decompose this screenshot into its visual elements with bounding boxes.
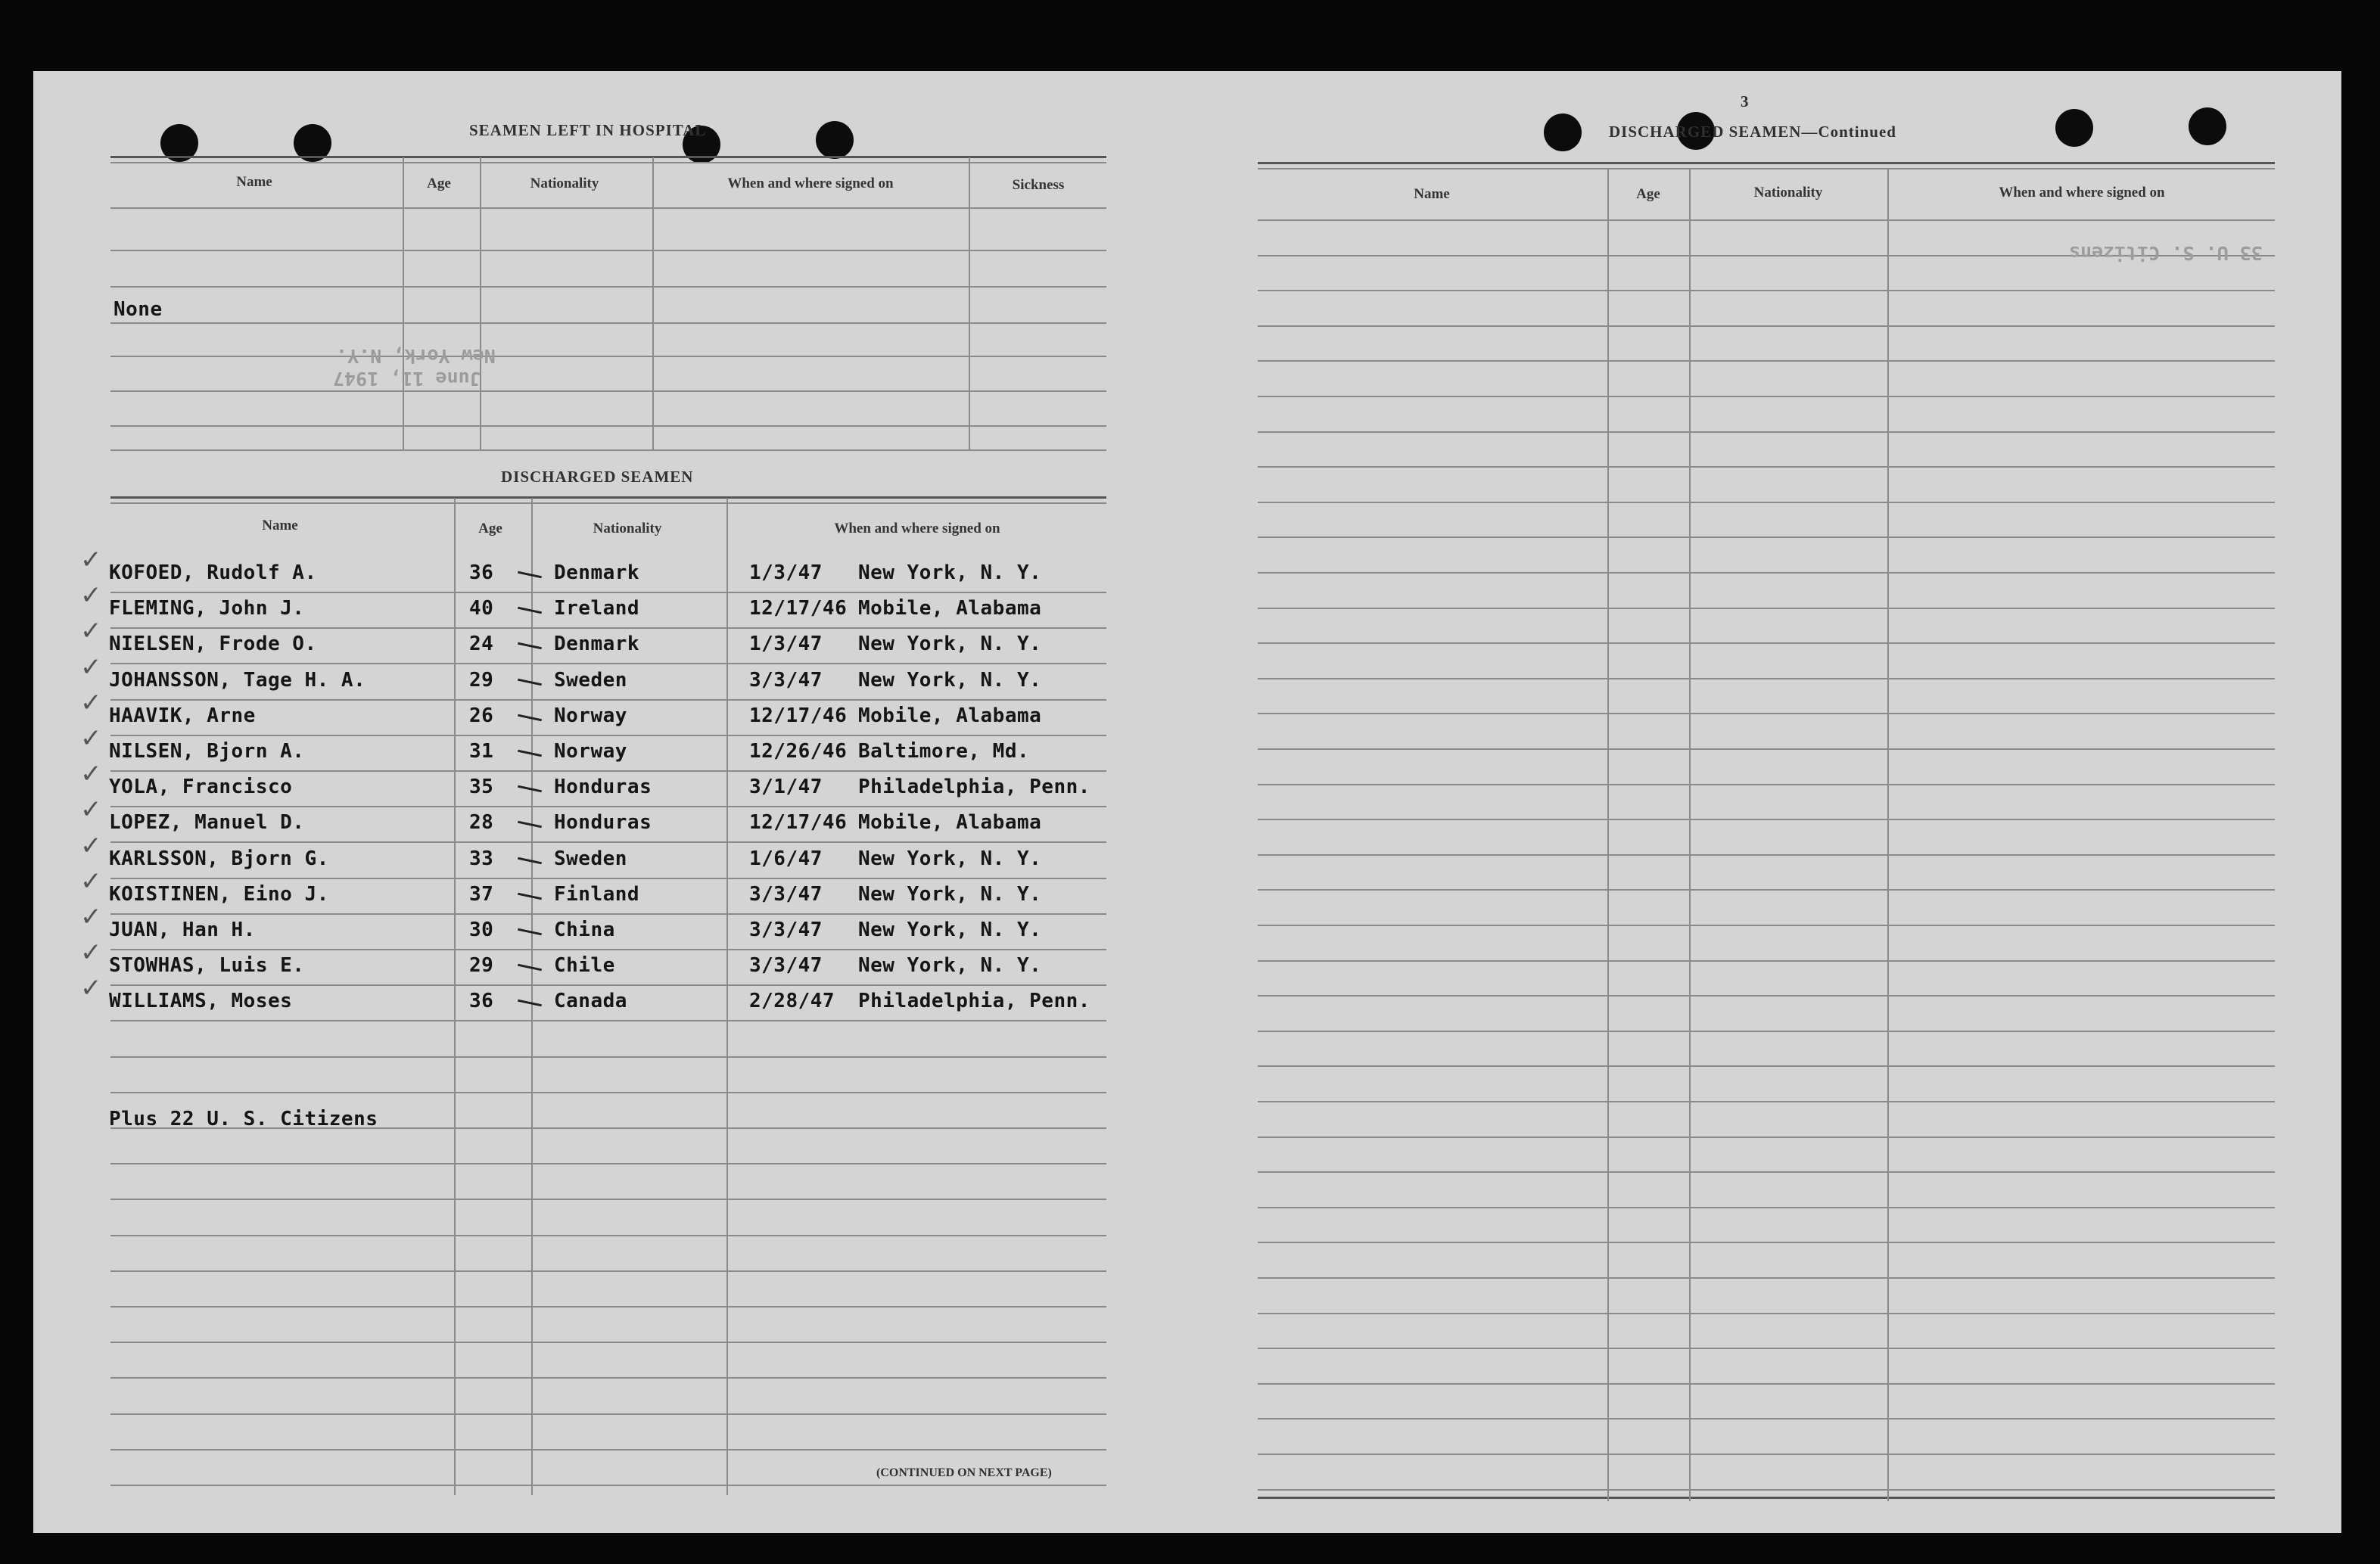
column-header-name: Name: [236, 174, 272, 190]
punch-hole: [2189, 107, 2226, 145]
rule: [110, 496, 1106, 499]
seaman-name: YOLA, Francisco: [109, 776, 293, 798]
checkmark-icon: ✓: [80, 759, 102, 789]
tick-mark: [518, 821, 542, 829]
checkmark-icon: ✓: [80, 580, 102, 611]
rule: [1258, 1242, 2275, 1243]
rule: [1258, 396, 2275, 397]
signed-on-place: New York, N. Y.: [858, 883, 1042, 906]
seaman-name: LOPEZ, Manuel D.: [109, 811, 305, 834]
signed-on-place: Philadelphia, Penn.: [858, 990, 1090, 1012]
rule: [110, 1199, 1106, 1200]
checkmark-icon: ✓: [80, 902, 102, 932]
rule: [1258, 360, 2275, 362]
column-header-nationality: Nationality: [1753, 185, 1823, 201]
rule: [1258, 1497, 2275, 1499]
signed-on-place: Mobile, Alabama: [858, 811, 1042, 834]
rule: [1258, 713, 2275, 714]
seaman-age: 30: [469, 919, 494, 941]
signed-on-date: 12/17/46: [749, 704, 848, 727]
seaman-age: 26: [469, 704, 494, 727]
seaman-age: 24: [469, 633, 494, 655]
tick-mark: [518, 607, 542, 614]
rule: [1258, 1313, 2275, 1314]
tick-mark: [518, 679, 542, 686]
rule: [1258, 572, 2275, 574]
seaman-name: JOHANSSON, Tage H. A.: [109, 669, 366, 692]
column-divider: [1607, 169, 1609, 1501]
rule: [1258, 1207, 2275, 1208]
signed-on-date: 3/3/47: [749, 883, 823, 906]
checkmark-icon: ✓: [80, 688, 102, 718]
seaman-name: HAAVIK, Arne: [109, 704, 256, 727]
signed-on-date: 3/3/47: [749, 919, 823, 941]
rule: [110, 841, 1106, 843]
checkmark-icon: ✓: [80, 723, 102, 754]
rule: [1258, 466, 2275, 468]
seaman-name: NIELSEN, Frode O.: [109, 633, 317, 655]
rule: [1258, 1101, 2275, 1102]
document-sheet: [33, 71, 2341, 1533]
signed-on-place: New York, N. Y.: [858, 919, 1042, 941]
seaman-nationality: Denmark: [554, 633, 640, 655]
checkmark-icon: ✓: [80, 937, 102, 968]
column-header-nationality: Nationality: [530, 176, 599, 191]
column-divider: [1887, 169, 1889, 1501]
signed-on-place: New York, N. Y.: [858, 633, 1042, 655]
rule: [1258, 608, 2275, 609]
checkmark-icon: ✓: [80, 866, 102, 897]
rule: [1258, 325, 2275, 327]
rule: [110, 627, 1106, 629]
signed-on-date: 1/3/47: [749, 561, 823, 584]
punch-hole: [816, 121, 854, 159]
tick-mark: [518, 571, 542, 579]
hospital-entry: None: [114, 298, 163, 321]
rule: [110, 425, 1106, 427]
seaman-age: 31: [469, 740, 494, 763]
checkmark-icon: ✓: [80, 831, 102, 861]
rule: [110, 1235, 1106, 1236]
column-divider: [1689, 169, 1691, 1501]
seaman-nationality: Canada: [554, 990, 627, 1012]
rule: [110, 449, 1106, 451]
signed-on-place: Baltimore, Md.: [858, 740, 1030, 763]
rule: [1258, 784, 2275, 785]
signed-on-date: 1/3/47: [749, 633, 823, 655]
tick-mark: [518, 642, 542, 650]
signed-on-date: 12/26/46: [749, 740, 848, 763]
rule: [1258, 995, 2275, 997]
column-header-age: Age: [427, 176, 451, 191]
signed-on-date: 3/1/47: [749, 776, 823, 798]
seaman-name: KOISTINEN, Eino J.: [109, 883, 329, 906]
rule: [1258, 1348, 2275, 1349]
column-header-nationality: Nationality: [593, 521, 662, 536]
rule: [110, 250, 1106, 251]
signed-on-date: 2/28/47: [749, 990, 835, 1012]
seaman-name: STOWHAS, Luis E.: [109, 954, 305, 977]
rule: [110, 913, 1106, 915]
column-header-age: Age: [1636, 186, 1660, 202]
seaman-age: 33: [469, 847, 494, 870]
seaman-age: 37: [469, 883, 494, 906]
seaman-nationality: Sweden: [554, 669, 627, 692]
rule: [1258, 1065, 2275, 1067]
rule: [1258, 162, 2275, 164]
rule: [110, 1020, 1106, 1021]
right-page-title: DISCHARGED SEAMEN—Continued: [1609, 123, 1896, 141]
column-header-when-where: When and where signed on: [834, 521, 1000, 536]
seaman-nationality: Honduras: [554, 776, 652, 798]
rule: [110, 735, 1106, 736]
seaman-nationality: Norway: [554, 740, 627, 763]
seaman-nationality: Chile: [554, 954, 615, 977]
rule: [110, 1056, 1106, 1058]
tick-mark: [518, 714, 542, 722]
rule: [110, 322, 1106, 324]
column-header-when-where: When and where signed on: [1999, 185, 2165, 201]
column-divider: [480, 157, 481, 451]
us-citizens-note: Plus 22 U. S. Citizens: [109, 1108, 378, 1130]
rule: [110, 1163, 1106, 1164]
rule: [110, 699, 1106, 701]
rule: [1258, 1454, 2275, 1455]
seaman-nationality: Ireland: [554, 597, 640, 620]
column-header-sickness: Sickness: [1012, 177, 1065, 193]
column-header-when-where: When and where signed on: [727, 176, 894, 191]
seaman-age: 29: [469, 669, 494, 692]
seaman-age: 40: [469, 597, 494, 620]
rule: [110, 1377, 1106, 1379]
rule: [1258, 290, 2275, 291]
discharged-section-title: DISCHARGED SEAMEN: [501, 468, 694, 486]
seaman-nationality: Denmark: [554, 561, 640, 584]
rule: [110, 1449, 1106, 1451]
signed-on-place: Philadelphia, Penn.: [858, 776, 1090, 798]
column-header-name: Name: [1414, 186, 1450, 202]
seaman-name: JUAN, Han H.: [109, 919, 256, 941]
rule: [110, 502, 1106, 504]
tick-mark: [518, 928, 542, 936]
rule: [110, 1342, 1106, 1343]
rule: [110, 878, 1106, 879]
seaman-nationality: Norway: [554, 704, 627, 727]
rule: [1258, 925, 2275, 926]
seaman-age: 28: [469, 811, 494, 834]
tick-mark: [518, 964, 542, 972]
punch-hole: [2055, 109, 2093, 147]
rule: [1258, 219, 2275, 221]
tick-mark: [518, 893, 542, 900]
signed-on-date: 1/6/47: [749, 847, 823, 870]
signed-on-date: 12/17/46: [749, 811, 848, 834]
rule: [110, 1092, 1106, 1093]
seaman-name: KOFOED, Rudolf A.: [109, 561, 317, 584]
rule: [1258, 1383, 2275, 1385]
rule: [1258, 960, 2275, 962]
rule: [110, 286, 1106, 288]
signed-on-date: 3/3/47: [749, 669, 823, 692]
signed-on-place: New York, N. Y.: [858, 561, 1042, 584]
continued-footer: (CONTINUED ON NEXT PAGE): [876, 1466, 1052, 1479]
checkmark-icon: ✓: [80, 616, 102, 646]
seaman-nationality: Honduras: [554, 811, 652, 834]
rule: [110, 1270, 1106, 1272]
rule: [1258, 1171, 2275, 1173]
rule: [1258, 431, 2275, 433]
rule: [110, 390, 1106, 392]
column-header-age: Age: [478, 521, 502, 536]
tick-mark: [518, 785, 542, 793]
rule: [110, 1413, 1106, 1415]
seaman-age: 35: [469, 776, 494, 798]
signed-on-place: Mobile, Alabama: [858, 597, 1042, 620]
rule: [1258, 502, 2275, 503]
seaman-name: WILLIAMS, Moses: [109, 990, 293, 1012]
rule: [1258, 1031, 2275, 1032]
seaman-age: 36: [469, 990, 494, 1012]
seaman-nationality: Sweden: [554, 847, 627, 870]
seaman-nationality: China: [554, 919, 615, 941]
rule: [110, 1306, 1106, 1307]
checkmark-icon: ✓: [80, 973, 102, 1003]
rule: [110, 984, 1106, 986]
tick-mark: [518, 857, 542, 865]
column-divider: [726, 498, 728, 1495]
rule: [110, 207, 1106, 209]
signed-on-place: Mobile, Alabama: [858, 704, 1042, 727]
signed-on-place: New York, N. Y.: [858, 669, 1042, 692]
rule: [1258, 536, 2275, 538]
rule: [110, 592, 1106, 593]
seaman-name: KARLSSON, Bjorn G.: [109, 847, 329, 870]
tick-mark: [518, 750, 542, 757]
column-divider: [403, 157, 404, 451]
rule: [1258, 642, 2275, 644]
signed-on-date: 3/3/47: [749, 954, 823, 977]
bleed-through-text: 33 U. S. Citizens: [2069, 242, 2263, 264]
seaman-name: FLEMING, John J.: [109, 597, 305, 620]
rule: [110, 162, 1106, 163]
signed-on-place: New York, N. Y.: [858, 954, 1042, 977]
rule: [1258, 748, 2275, 750]
punch-hole: [1544, 113, 1582, 151]
rule: [110, 1485, 1106, 1486]
rule: [110, 356, 1106, 357]
seaman-age: 36: [469, 561, 494, 584]
tick-mark: [518, 1000, 542, 1007]
rule: [110, 663, 1106, 664]
rule: [1258, 1418, 2275, 1419]
rule: [1258, 1136, 2275, 1138]
seaman-name: NILSEN, Bjorn A.: [109, 740, 305, 763]
column-header-name: Name: [262, 518, 298, 533]
checkmark-icon: ✓: [80, 652, 102, 683]
rule: [110, 156, 1106, 158]
rule: [110, 949, 1106, 950]
checkmark-icon: ✓: [80, 794, 102, 825]
rule: [1258, 819, 2275, 820]
checkmark-icon: ✓: [80, 545, 102, 575]
rule: [1258, 168, 2275, 169]
bleed-through-text: June 11, 1947: [333, 368, 481, 390]
bleed-through-text: New York, N.Y.: [336, 345, 496, 367]
rule: [110, 806, 1106, 807]
rule: [1258, 678, 2275, 679]
rule: [1258, 1489, 2275, 1491]
signed-on-date: 12/17/46: [749, 597, 848, 620]
seaman-nationality: Finland: [554, 883, 640, 906]
rule: [1258, 854, 2275, 856]
rule: [1258, 1277, 2275, 1279]
rule: [110, 770, 1106, 772]
column-divider: [969, 157, 970, 451]
column-divider: [454, 498, 456, 1495]
page-number: 3: [1741, 92, 1750, 110]
seaman-age: 29: [469, 954, 494, 977]
column-divider: [652, 157, 654, 451]
rule: [1258, 889, 2275, 891]
hospital-section-title: SEAMEN LEFT IN HOSPITAL: [469, 121, 707, 139]
signed-on-place: New York, N. Y.: [858, 847, 1042, 870]
